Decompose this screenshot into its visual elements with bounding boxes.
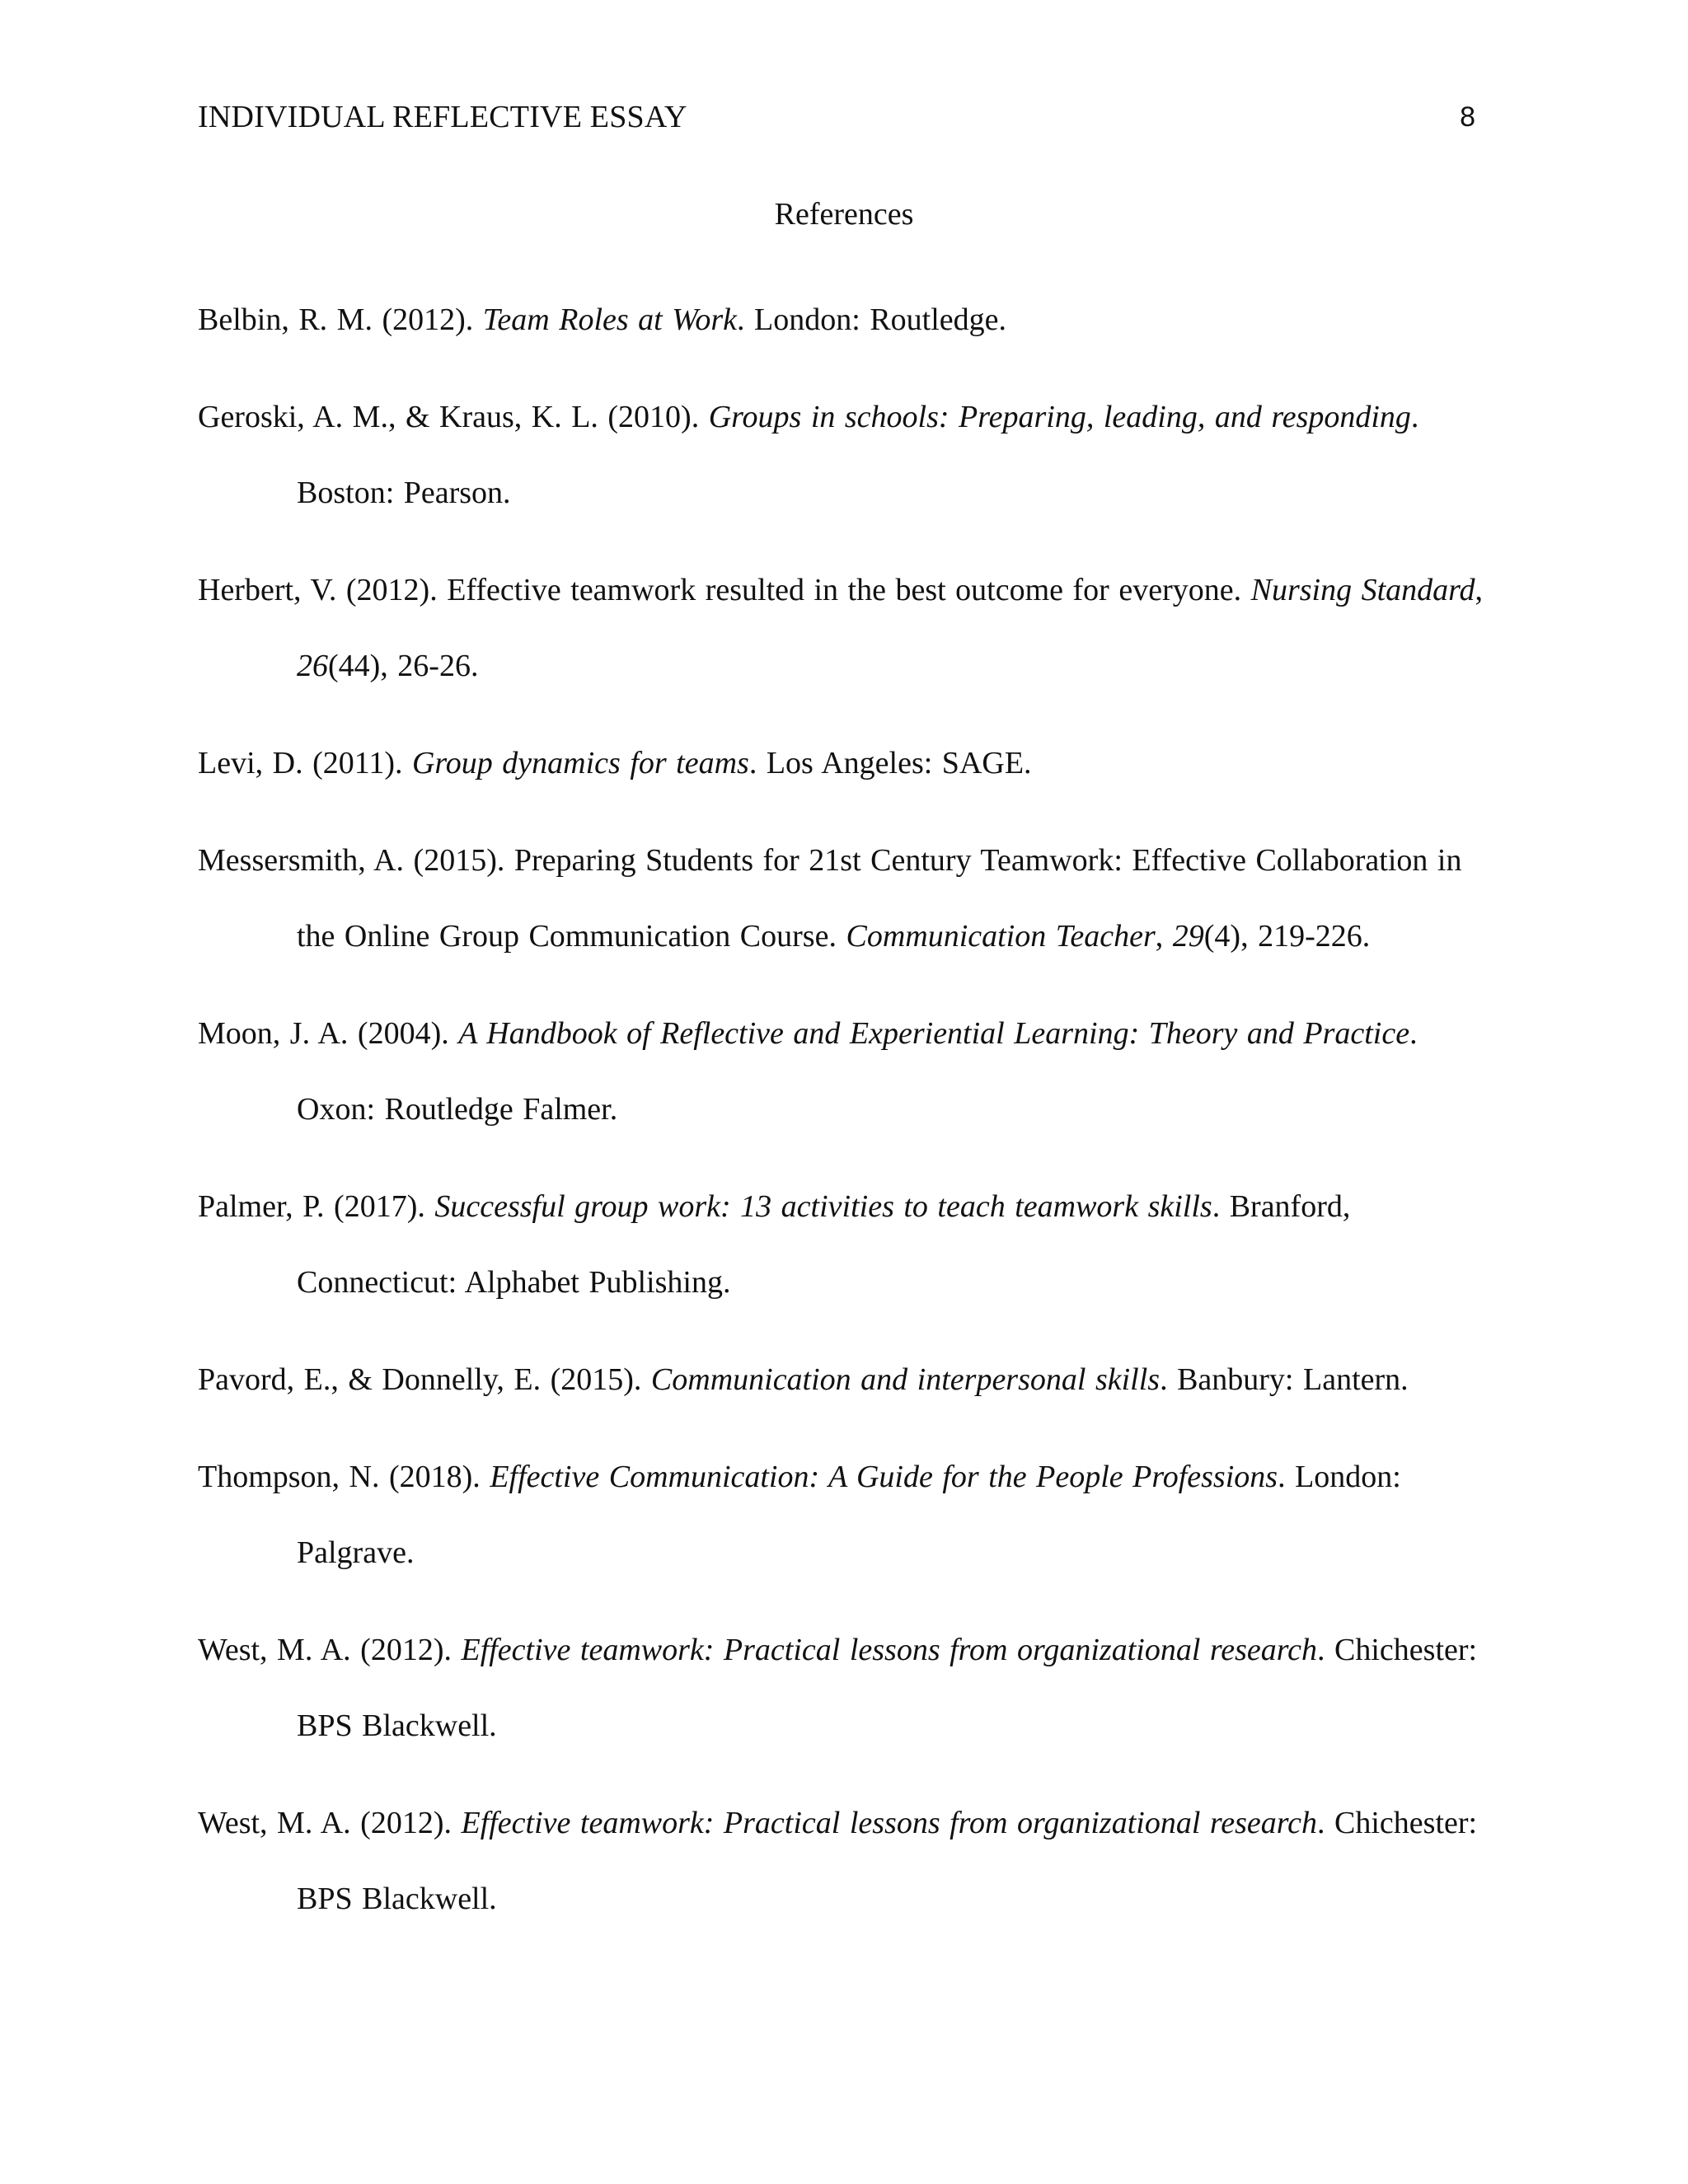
- page-number: 8: [1460, 101, 1475, 133]
- reference-text: Messersmith, A. (2015). Preparing Students for 21st Century Teamwork: Effective Collaboration in the Online Group Communication Course.: [198, 843, 1462, 954]
- reference-publisher: . Los Angeles: SAGE.: [748, 746, 1032, 780]
- reference-text: Herbert, V. (2012). Effective teamwork resulted in the best outcome for everyone.: [198, 573, 1251, 607]
- reference-text: Pavord, E., & Donnelly, E. (2015).: [198, 1362, 651, 1397]
- reference-entry: [198, 1612, 1500, 1764]
- reference-text: West, M. A. (2012).: [198, 1633, 462, 1667]
- reference-entry: [198, 725, 1500, 801]
- reference-text: Geroski, A. M., & Kraus, K. L. (2010).: [198, 400, 709, 434]
- running-head: INDIVIDUAL REFLECTIVE ESSAY: [198, 100, 687, 134]
- reference-entry: [198, 1439, 1500, 1591]
- reference-entry: [198, 552, 1500, 704]
- reference-volume: 29: [1172, 919, 1204, 954]
- reference-title: Group dynamics for teams: [411, 746, 749, 780]
- reference-publisher: . Banbury: Lantern.: [1160, 1362, 1409, 1397]
- reference-publisher: . Chichester: BPS Blackwell.: [297, 1806, 1478, 1916]
- reference-entry: [198, 1169, 1500, 1320]
- reference-title: A Handbook of Reflective and Experiential Learning: Theory and Practice: [458, 1016, 1410, 1051]
- reference-title: Groups in schools: Preparing, leading, and responding: [708, 400, 1411, 434]
- reference-title: Communication and interpersonal skills: [650, 1362, 1160, 1397]
- reference-text: Belbin, R. M. (2012).: [198, 302, 483, 337]
- reference-pages: (44), 26-26.: [328, 649, 479, 683]
- reference-entry: [198, 1785, 1500, 1937]
- reference-title: Successful group work: 13 activities to teach teamwork skills: [434, 1189, 1212, 1224]
- reference-separator: ,: [1475, 573, 1484, 607]
- reference-publisher: . Boston: Pearson.: [297, 400, 1419, 510]
- reference-publisher: . Chichester: BPS Blackwell.: [297, 1633, 1478, 1743]
- reference-list: [198, 282, 1500, 1958]
- reference-separator: ,: [1155, 919, 1173, 954]
- reference-publisher: . Branford, Connecticut: Alphabet Publishing.: [297, 1189, 1351, 1300]
- reference-publisher: . Oxon: Routledge Falmer.: [297, 1016, 1418, 1127]
- reference-entry: [198, 379, 1500, 531]
- reference-title: Effective teamwork: Practical lessons from organizational research: [461, 1633, 1318, 1667]
- reference-title: Team Roles at Work: [482, 302, 738, 337]
- reference-text: Levi, D. (2011).: [198, 746, 412, 780]
- reference-text: Thompson, N. (2018).: [198, 1460, 490, 1494]
- reference-text: Palmer, P. (2017).: [198, 1189, 435, 1224]
- reference-entry: [198, 823, 1500, 974]
- reference-entry: [198, 1342, 1500, 1418]
- reference-title: Effective teamwork: Practical lessons from organizational research: [461, 1806, 1318, 1840]
- reference-journal: Nursing Standard: [1250, 573, 1475, 607]
- reference-journal: Communication Teacher: [846, 919, 1156, 954]
- references-heading: References: [774, 197, 914, 232]
- reference-volume: 26: [297, 649, 328, 683]
- reference-entry: [198, 996, 1500, 1147]
- reference-publisher: . London: Routledge.: [737, 302, 1007, 337]
- reference-entry: [198, 282, 1500, 358]
- reference-title: Effective Communication: A Guide for the People Professions: [490, 1460, 1278, 1494]
- reference-pages: (4), 219-226.: [1203, 919, 1371, 954]
- reference-text: Moon, J. A. (2004).: [198, 1016, 459, 1051]
- reference-publisher: . London: Palgrave.: [297, 1460, 1401, 1570]
- reference-text: West, M. A. (2012).: [198, 1806, 462, 1840]
